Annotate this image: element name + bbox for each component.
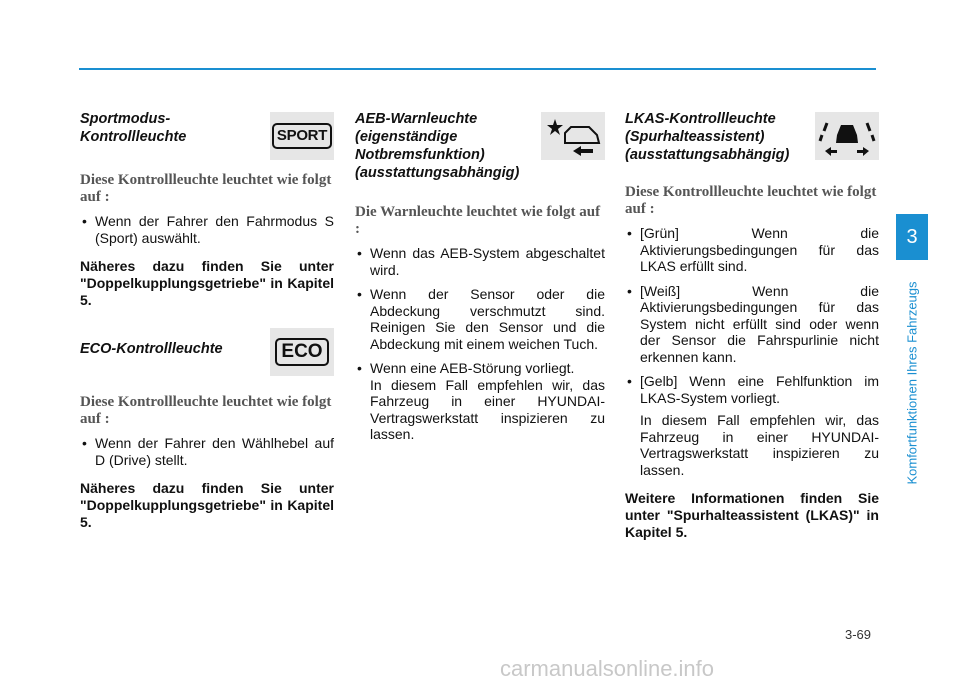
aeb-warning-icon <box>541 112 605 160</box>
column-left <box>80 110 334 531</box>
eco-indicator-icon <box>270 328 334 376</box>
lkas-intro: Diese Kontrollleuchte leuchtet wie folgt auf : <box>625 184 877 217</box>
aeb-section-header <box>355 110 605 182</box>
aeb-bullet-1: • Wenn das AEB-System abgeschaltet wird. <box>355 245 605 278</box>
lkas-bullet-1: • [Grün] Wenn die Aktivierungsbedingungen für das LKAS erfüllt sind. <box>625 225 879 275</box>
eco-icon-label: ECO <box>275 338 328 366</box>
sport-section-header <box>80 110 334 160</box>
sport-note: Näheres dazu finden Sie unter "Doppelkupplungsgetriebe" in Kapitel 5. <box>80 258 334 308</box>
eco-title: ECO-Kontrollleuchte <box>80 341 223 357</box>
sport-title: Sportmodus- Kontrollleuchte <box>80 111 187 145</box>
watermark: carmanualsonline.info <box>500 656 715 681</box>
sport-indicator-icon <box>270 112 334 160</box>
lkas-bullet-3-continuation: In diesem Fall empfehlen wir, das Fahrzeug in einer HYUNDAI-Vertragswerkstatt inspizieren zu lassen. <box>640 412 879 478</box>
aeb-title: AEB-Warnleuchte (eigenständige Notbremsfunktion) (ausstattungsabhängig) <box>355 111 520 181</box>
eco-note: Näheres dazu finden Sie unter "Doppelkupplungsgetriebe" in Kapitel 5. <box>80 480 334 530</box>
page-number: 3-69 <box>845 627 872 642</box>
lkas-indicator-icon <box>815 112 879 160</box>
aeb-bullet-3-continuation: In diesem Fall empfehlen wir, das Fahrzeug in einer HYUNDAI-Vertragswerkstatt inspizieren zu lassen. <box>370 376 605 442</box>
eco-bullet-1: • Wenn der Fahrer den Wählhebel auf D (Drive) stellt. <box>80 435 334 468</box>
aeb-intro: Die Warnleuchte leuchtet wie folgt auf : <box>355 204 601 237</box>
eco-intro: Diese Kontrollleuchte leuchtet wie folgt auf : <box>80 394 332 427</box>
lkas-bullet-2: • [Weiß] Wenn die Aktivierungsbedingungen für das System nicht erfüllt sind oder wenn der Sensor die Fahrspurlinie nicht erkennen kann. <box>625 283 879 366</box>
column-middle <box>355 110 605 443</box>
lkas-section-header <box>625 110 879 164</box>
sport-bullet-1: • Wenn der Fahrer den Fahrmodus S (Sport) auswählt. <box>80 213 334 246</box>
column-right <box>625 110 879 541</box>
eco-section-header <box>80 332 334 382</box>
aeb-bullet-2: • Wenn der Sensor oder die Abdeckung verschmutzt sind. Reinigen Sie den Sensor und die Abdeckung mit einem weichen Tuch. <box>355 286 605 352</box>
lkas-bullet-3: • [Gelb] Wenn eine Fehlfunktion im LKAS-System vorliegt. <box>625 373 879 406</box>
chapter-number-tab: 3 <box>896 214 928 260</box>
lkas-note: Weitere Informationen finden Sie unter "Spurhalteassistent (LKAS)" in Kapitel 5. <box>625 490 879 540</box>
header-rule <box>79 68 876 70</box>
sport-intro: Diese Kontrollleuchte leuchtet wie folgt auf : <box>80 172 332 205</box>
aeb-bullet-3: • Wenn eine AEB-Störung vorliegt. <box>355 360 605 377</box>
chapter-side-title <box>881 268 943 498</box>
sport-icon-label: SPORT <box>272 123 332 149</box>
lkas-title: LKAS-Kontrollleuchte (Spurhalteassistent) (ausstattungsabhängig) <box>625 111 790 163</box>
chapter-side-title-text: Komfortfunktionen Ihres Fahrzeugs <box>904 281 920 485</box>
